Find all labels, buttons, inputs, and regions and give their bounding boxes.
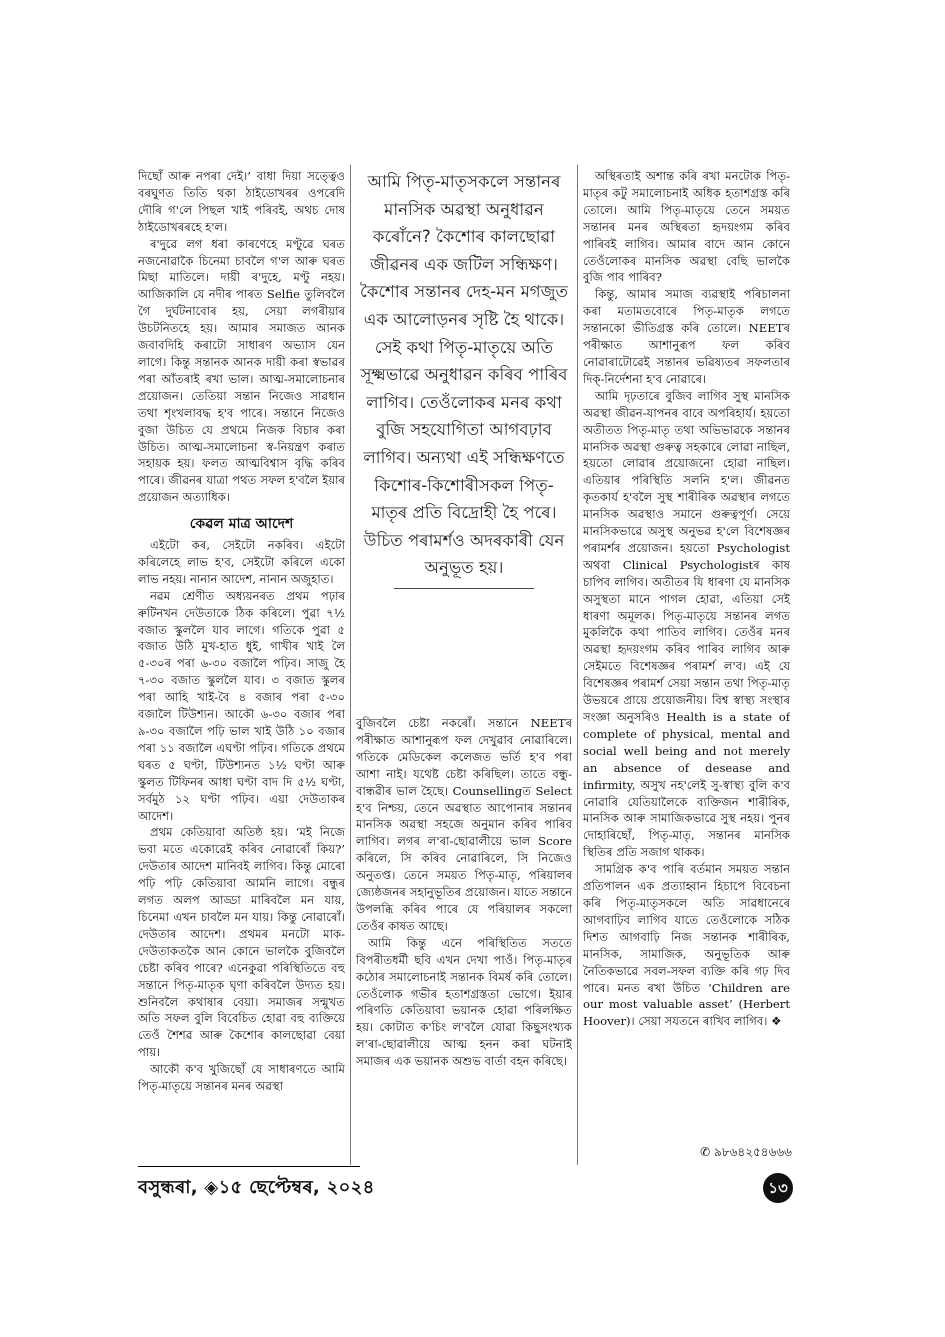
- article-column-left: [138, 168, 345, 1168]
- paragraph: কিন্তু, আমাৰ সমাজ ব্যৱস্থাই পৰিচালনা কৰা মতামতবোৰে পিতৃ-মাতৃক লগতে সন্তানকো ভীতিগ্ৰস্ত কৰি তোলে। NEETৰ পৰীক্ষাত আশানুৰূপ ফল কৰিব নোৱাৰাটোৱেই সন্তানৰ ভৱিষ্যতৰ সফলতাৰ দিক্-নিৰ্দেশনা হ'ব নোৱাৰে।: [583, 287, 790, 386]
- paragraph: ৰ'দুৱে লগ ধৰা কাৰণেহে মণ্টুৱে ঘৰত নজনোৱাকৈ চিনেমা চাবলৈ গ'ল আৰু ঘৰত মিছা মাতিলে। দায়ী ৰ'দুহে, মণ্টু নহয়। আজিকালি যে নদীৰ পাৰত Selfie তুলিবলৈ গৈ দুৰ্ঘটনাবোৰ হয়, সেয়া লগৰীয়াৰ উচটনিতহে হয়। আমাৰ সমাজত আনক জবাবদিহি কৰাটো সাধাৰণ অভ্যাস যেন লাগে। কিন্তু সন্তানক আনক দায়ী কৰা স্বভাৱৰ পৰা আঁতৰাই ৰখা ভাল। আত্ম-সমালোচনাৰ প্ৰয়োজন। তেতিয়া সন্তান নিজেও সাৱধান তথা শৃংখলাবদ্ধ হ'ব পাৰে। সন্তানে নিজেও বুজা উচিত যে প্ৰথমে নিজক বিচাৰ কৰা উচিত। আত্ম-সমালোচনা স্ব-নিয়ন্ত্ৰণ কৰাত সহায়ক হয়। ফলত আত্মবিশ্বাস বৃদ্ধি কৰিব পাৰে। জীৱনৰ যাত্ৰা পথত সফল হ'বলৈ ইয়াৰ প্ৰয়োজন অত্যাধিক।: [138, 236, 345, 505]
- section-subheading: কেৱল মাত্ৰ আদেশ: [189, 516, 294, 533]
- article-column-middle: [356, 715, 572, 1170]
- paragraph: প্ৰথম কেতিয়াবা অতিষ্ঠ হয়। ‘মই নিজে ভবা মতে একোৱেই কৰিব নোৱাৰোঁ কিয়?’ দেউতাৰ আদেশ মানিবই লাগিব। কিন্তু মোৰো পঢ়ি পঢ়ি কেতিয়াবা আমনি লাগে। বন্ধুৰ লগত অলপ আড্ডা মাৰিবলৈ মন যায়, চিনেমা এখন চাবলৈ মন যায়। কিন্তু নোৱাৰোঁ। দেউতাৰ আদেশ। প্ৰথমৰ মনটো মাক-দেউতাকতকৈ আন কোনে ভালকৈ বুজিবলৈ চেষ্টা কৰিব পাৰে? এনেকুৱা পৰিস্থিতিতে বহু সন্তানে পিতৃ-মাতৃক ঘৃণা কৰিবলৈ উদ্যত হয়। শুনিবলৈ কথাষাৰ বেয়া। সমাজৰ সন্মুখত অতি সফল বুলি বিবেচিত হোৱা বহু ব্যক্তিয়ে তেওঁ শৈশৱ আৰু কৈশোৰ কালছোৱা বেয়া পায়।: [138, 825, 345, 1060]
- paragraph: দিছোঁ আৰু নপৰা দেই।’ বাধা দিয়া সত্ত্বেও বৰঘুণত তিতি থকা ঠাইডোখৰৰ ওপৰেদি দৌৰি গ'লে পিছল খাই পৰিবই, অথচ দোষ ঠাইডোখৰৰহে হ'ল।: [138, 169, 345, 234]
- paragraph: আমি দৃঢ়তাৰে বুজিব লাগিব সুস্থ মানসিক অৱস্থা জীৱন-যাপনৰ বাবে অপৰিহাৰ্য। হয়তো অতীতত পিতৃ-মাতৃ তথা অভিভাৱকে সন্তানৰ মানসিক অৱস্থা গুৰুত্ব সহকাৰে লোৱা নাছিল, হয়তো লোৱাৰ প্ৰয়োজনো হোৱা নাছিল। এতিয়াৰ পৰিস্থিতি সলনি হ'ল। জীৱনত কৃতকাৰ্য হ'বলৈ সুস্থ শাৰীৰিক অৱস্থাৰ লগতে মানসিক অৱস্থাও সমানে গুৰুত্বপূৰ্ণ। সেয়ে মানসিকভাৱে অসুস্থ অনুভৱ হ'লে বিশেষজ্ঞৰ পৰামৰ্শৰ প্ৰয়োজন। হয়তো Psychologist অথবা Clinical Psychologistৰ কাষ চাপিব লাগিব। অতীতৰ যি ধাৰণা যে মানসিক অসুস্থতা মানে পাগল হোৱা, এতিয়া সেই ধাৰণা অমূলক। পিতৃ-মাতৃয়ে সন্তানৰ লগত মুকলিকৈ কথা পাতিব লাগিব। তেওঁৰ মনৰ অৱস্থা হৃদয়ংগম কৰিব পাৰিব লাগিব আৰু সেইমতে বিশেষজ্ঞৰ পৰামৰ্শ ল'ব। এই যে বিশেষজ্ঞৰ পৰামৰ্শ সেয়া সন্তান তথা পিতৃ-মাতৃ উভয়ৰে প্ৰায়ে প্ৰয়োজনীয়। বিশ্ব স্বাস্থ্য সংস্থাৰ সংজ্ঞা অনুসৰিও Health is a state of complete of physical, mental and social well being and not merely an absence of desease and infirmity, অসুখ নহ'লেই সু-স্বাস্থ্য বুলি ক'ব নোৱাৰি যেতিয়ালৈকে ব্যক্তিজন শাৰীৰিক, মানসিক আৰু সামাজিকভাৱে সুস্থ নহয়। পুনৰ দোহাৰিছোঁ, পিতৃ-মাতৃ, সন্তানৰ মানসিক স্থিতিৰ প্ৰতি সজাগ থাকক।: [583, 388, 790, 860]
- pull-quote-rule: [394, 588, 534, 589]
- paragraph: এইটো কৰ, সেইটো নকৰিব। এইটো কৰিলেহে লাভ হ'ব, সেইটো কৰিলে একো লাভ নহয়। নানান আদেশ, নানান অজুহাত।: [138, 538, 345, 586]
- footer-publication-date: বসুন্ধৰা, ◈১৫ ছেপ্টেম্বৰ, ২০২৪: [138, 1177, 375, 1198]
- pull-quote: [360, 168, 568, 589]
- paragraph: নৱম শ্ৰেণীত অধ্যয়নৰত প্ৰথম পঢ়াৰ ৰুটিনখন দেউতাকে ঠিক কৰিলে। পুৱা ৭½ বজাত স্কুললৈ যাব লাগে। গতিকে পুৱা ৫ বজাত উঠি মুখ-হাত ধুই, গাখীৰ খাই লৈ ৫-৩০ৰ পৰা ৬-৩০ বজালৈ পঢ়িব। সাজু হৈ ৭-৩০ বজাত স্কুললৈ যাব। ৩ বজাত স্কুলৰ পৰা আহি খাই-বৈ ৪ বজাৰ পৰা ৫-৩০ বজালৈ টিউশ্যন। আকৌ ৬-৩০ বজাৰ পৰা ৯-৩০ বজালৈ পঢ়ি ভাল খাই উঠি ১০ বজাৰ পৰা ১১ বজালৈ এঘণ্টা পঢ়িব। গতিকে প্ৰথমে ঘৰত ৫ ঘণ্টা, টিউশ্যনত ১½ ঘণ্টা আৰু স্কুলত টিফিনৰ আধা ঘণ্টা বাদ দি ৫½ ঘণ্টা, সৰ্বমুঠ ১২ ঘণ্টা পঢ়িব। এয়া দেউতাকৰ আদেশ।: [138, 588, 345, 823]
- pull-quote-text: আমি পিতৃ-মাতৃসকলে সন্তানৰ মানসিক অৱস্থা অনুধাৱন কৰোঁনে? কৈশোৰ কালছোৱা জীৱনৰ এক জটিল সন্ধিক্ষণ। কৈশোৰ সন্তানৰ দেহ-মন মগজুত এক আলোড়নৰ সৃষ্টি হৈ থাকে। সেই কথা পিতৃ-মাতৃয়ে অতি সূক্ষ্মভাৱে অনুধাৱন কৰিব পাৰিব লাগিব। তেওঁলোকৰ মনৰ কথা বুজি সহযোগিতা আগবঢ়াব লাগিব। অন্যথা এই সন্ধিক্ষণতে কিশোৰ-কিশোৰীসকল পিতৃ-মাতৃৰ প্ৰতি বিদ্ৰোহী হৈ পৰে। উচিত পৰামৰ্শও অদৰকাৰী যেন অনুভূত হয়।: [360, 172, 568, 578]
- paragraph: আকৌ ক'ব খুজিছোঁ যে সাধাৰণতে আমি পিতৃ-মাতৃয়ে সন্তানৰ মনৰ অৱস্থা: [138, 1062, 345, 1094]
- page-number: ১৩: [763, 1173, 793, 1203]
- author-phone: ✆ ৯৮৬৪২৫৪৬৬৬: [700, 1145, 792, 1159]
- paragraph: বুজিবলৈ চেষ্টা নকৰোঁ। সন্তানে NEETৰ পৰীক্ষাত আশানুৰূপ ফল দেখুৱাব নোৱাৰিলে। গতিকে মেডিকেল কলেজত ভৰ্তি হ'ব পৰা আশা নাই। যথেষ্ট চেষ্টা কৰিছিল। তাতে বন্ধু-বান্ধৱীৰ ভাল হৈছে। Counsellingত Select হ'ব নিশ্চয়, তেনে অৱস্থাত আপোনাৰ সন্তানৰ মানসিক অৱস্থা সহজে অনুমান কৰিব পাৰিব লাগিব। লগৰ ল'ৰা-ছোৱালীয়ে ভাল Score কৰিলে, সি কৰিব নোৱাৰিলে, সি নিজেও অনুতপ্ত। তেনে সময়ত পিতৃ-মাতৃ, পৰিয়ালৰ জ্যেষ্ঠজনৰ সহানুভূতিৰ প্ৰয়োজন। যাতে সন্তানে উপলব্ধি কৰিব পাৰে যে পৰিয়ালৰ সকলো তেওঁৰ কাষত আছে।: [356, 716, 572, 933]
- paragraph: সামগ্ৰিক ক'ব পাৰি বৰ্তমান সময়ত সন্তান প্ৰতিপালন এক প্ৰত্যাহ্বান হিচাপে বিবেচনা কৰি পিতৃ-মাতৃসকলে অতি সাৱধানেৰে আগবাঢ়িব লাগিব যাতে তেওঁলোকে সঠিক দিশত আগবাঢ়ি নিজ সন্তানক শাৰীৰিক, মানসিক, সামাজিক, অনুভূতিক আৰু নৈতিকভাৱে সবল-সফল ব্যক্তি কৰি গঢ় দিব পাৰে। মনত ৰখা উচিত ‘Children are our most valuable asset’ (Herbert Hoover)। সেয়া সযতনে ৰাখিব লাগিব। ❖: [583, 862, 790, 1029]
- article-column-right: [583, 168, 790, 1168]
- paragraph: আমি কিন্তু এনে পৰিস্থিতিত সততে বিপৰীতধৰ্মী ছবি এখন দেখা পাওঁ। পিতৃ-মাতৃৰ কঠোৰ সমালোচনাই সন্তানক বিমৰ্ষ কৰি তোলে। তেওঁলোক গভীৰ হতাশগ্ৰস্ততা ভোগে। ইয়াৰ পৰিণতি কেতিয়াবা ভয়ানক হোৱা পৰিলক্ষিত হয়। কোটাত ক'চিং ল'বলৈ যোৱা কিছুসংখ্যক ল'ৰা-ছোৱালীয়ে আত্ম হনন কৰা ঘটনাই সমাজৰ এক ভয়ানক অশুভ বাৰ্তা বহন কৰিছে।: [356, 935, 572, 1069]
- column-divider: [350, 165, 351, 1165]
- paragraph: অস্থিৰতাই অশান্ত কৰি ৰখা মনটোক পিতৃ-মাতৃৰ কটু সমালোচনাই অধিক হতাশগ্ৰস্ত কৰি তোলে। আমি পিতৃ-মাতৃয়ে তেনে সময়ত সন্তানৰ মনৰ অস্থিৰতা হৃদয়ংগম কৰিব পাৰিবই লাগিব। আমাৰ বাদে আন কোনে তেওঁলোকৰ মানসিক অৱস্থা বেছি ভালকৈ বুজি পাব পাৰিব?: [583, 169, 790, 285]
- column-divider: [577, 165, 578, 1165]
- footer-rule: [138, 1166, 360, 1167]
